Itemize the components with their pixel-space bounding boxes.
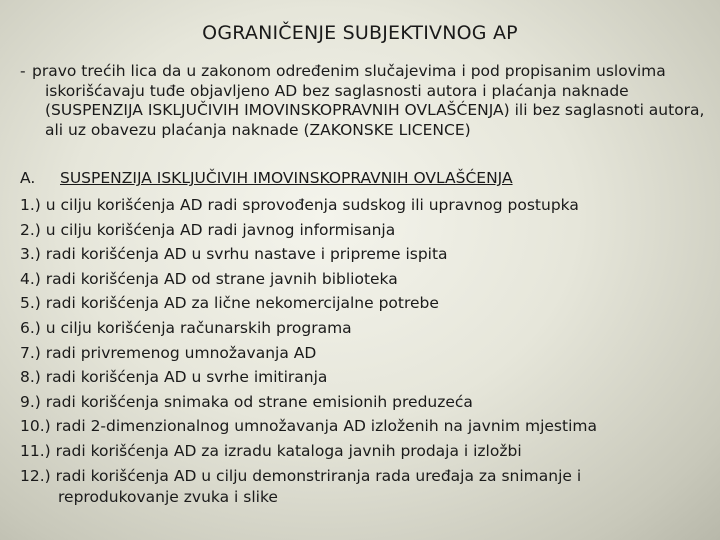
section-letter: A.	[20, 169, 36, 187]
list-item-text: 12.) radi korišćenja AD u cilju demonstriranja rada uređaja za snimanje i	[20, 466, 582, 485]
slide-title: OGRANIČENJE SUBJEKTIVNOG AP	[202, 22, 518, 44]
list-item: 2.) u cilju korišćenja AD radi javnog informisanja	[20, 220, 396, 239]
list-item: 6.) u cilju korišćenja računarskih programa	[20, 318, 352, 337]
intro-bullet: -	[20, 62, 26, 80]
list-item-12	[20, 464, 710, 508]
list-item: 11.) radi korišćenja AD za izradu kataloga javnih prodaja i izložbi	[20, 441, 522, 460]
intro-paragraph	[20, 62, 710, 140]
list-item: 1.) u cilju korišćenja AD radi sprovođenja sudskog ili upravnog postupka	[20, 196, 579, 214]
list-item: 4.) radi korišćenja AD od strane javnih biblioteka	[20, 269, 398, 288]
section-heading-text: SUSPENZIJA ISKLJUČIVIH IMOVINSKOPRAVNIH OVLAŠĆENJA	[60, 169, 513, 187]
list-item: 8.) radi korišćenja AD u svrhe imitiranja	[20, 368, 328, 387]
list-item: 10.) radi 2-dimenzionalnog umnožavanja AD izloženih na javnim mjestima	[20, 417, 597, 436]
list-item: 7.) radi privremenog umnožavanja AD	[20, 343, 317, 362]
exceptions-list	[20, 193, 710, 507]
list-item: 5.) radi korišćenja AD za lične nekomercijalne potrebe	[20, 294, 439, 313]
section-heading	[20, 169, 513, 187]
intro-text: pravo trećih lica da u zakonom određenim slučajevima i pod propisanim uslovima iskorišćavaju tuđe objavljeno AD bez saglasnosti autora i plaćanja naknade (SUSPENZIJA ISKLJUČIVIH IMOVINSKOPRAVNIH OVLAŠĆENJA) ili bez saglasnoti autora, ali uz obavezu plaćanja naknade (ZAKONSKE LICENCE)	[32, 62, 705, 139]
list-item: 3.) radi korišćenja AD u svrhu nastave i pripreme ispita	[20, 245, 448, 264]
list-item-continuation: reprodukovanje zvuka i slike	[58, 488, 278, 507]
list-item: 9.) radi korišćenja snimaka od strane emisionih preduzeća	[20, 392, 473, 411]
